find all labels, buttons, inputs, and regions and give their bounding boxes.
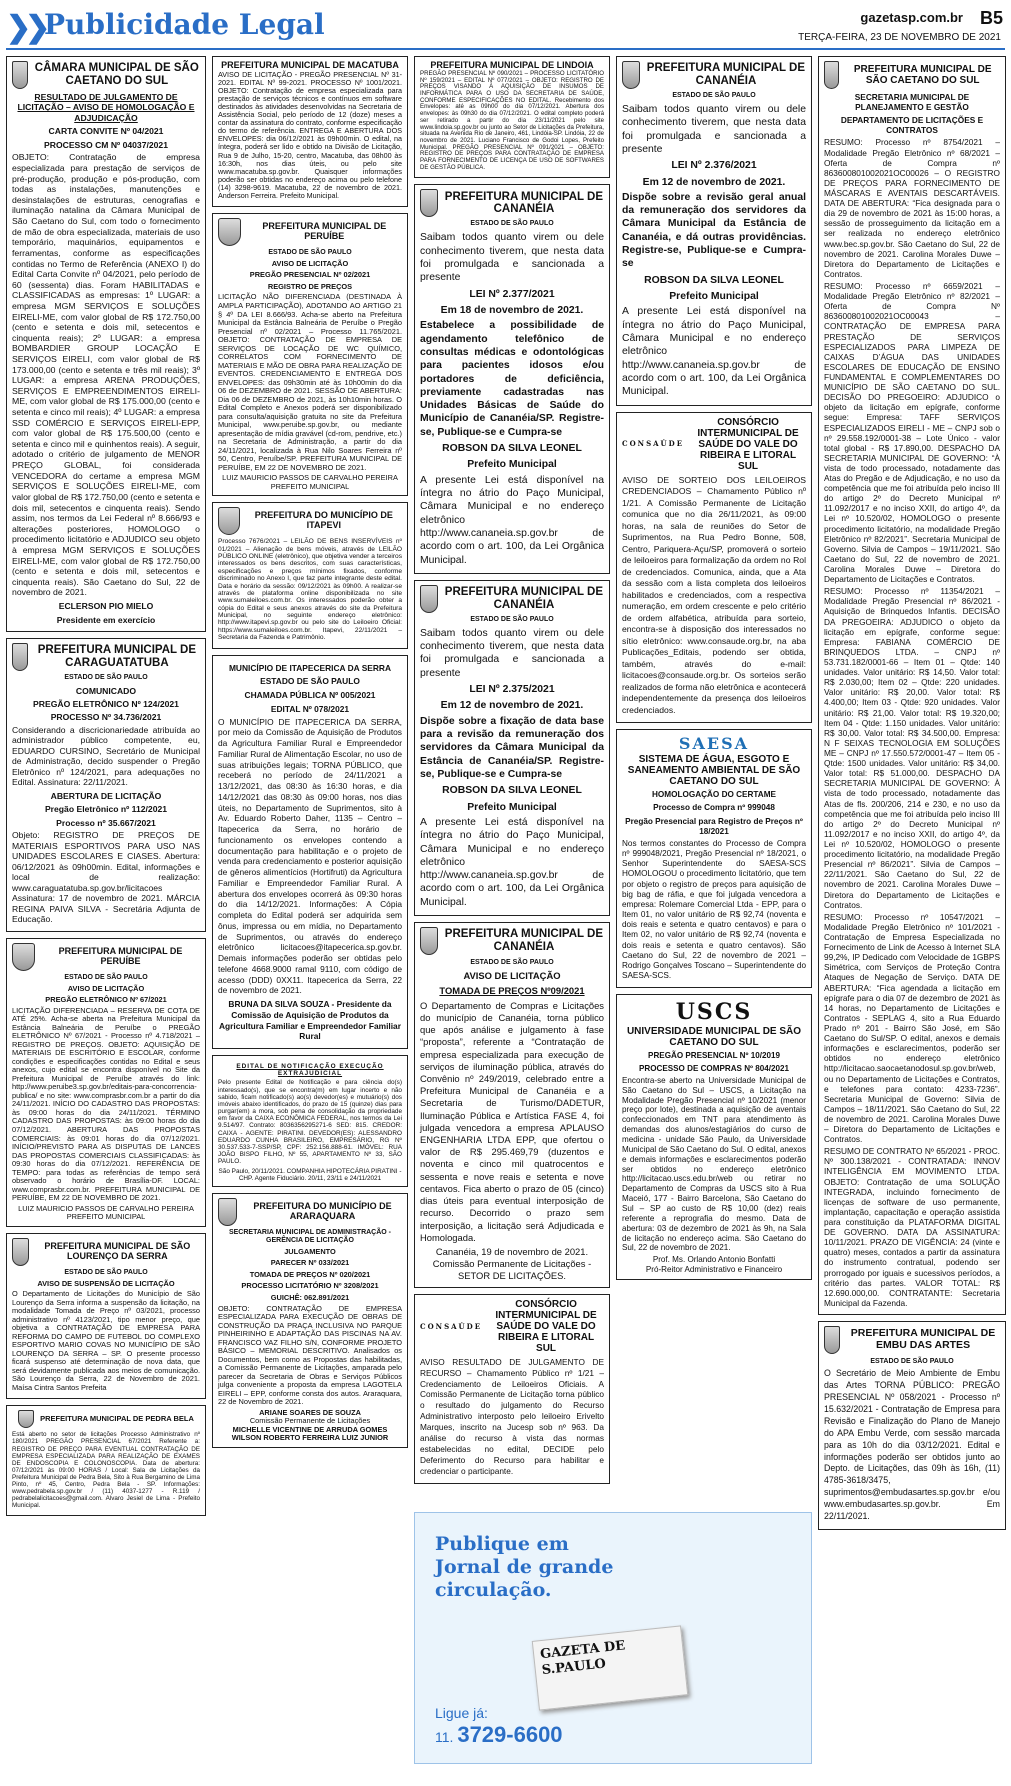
org-state: ESTADO DE SÃO PAULO: [470, 220, 554, 228]
notice-ref: CHAMADA PÚBLICA Nº 005/2021: [244, 690, 376, 701]
notice-body: A presente Lei está disponível na íntegra no átrio do Paço Municipal, Câmara Municipal e no endereço eletrônico http://www.cananeia.sp.gov.br de acordo com o art. 100, da Lei Orgânica Municipal.: [420, 816, 604, 908]
notice-ref: LEI Nº 2.376/2021: [671, 160, 757, 172]
notice-body: Pelo presente Edital de Notificação e para ciência do(s) interessado(s), que se encontra(m) em lugar incerto e não sabido, ficam notificado(s) ao(s) devedor(es) e mutuário(s) dos imóveis abaixo identificados, do prazo de 15 (quinze) dias para purgar(em) a mora, sob pena de consolidação da propriedade em favor da CAIXA ECONÔMICA FEDERAL, nos termos da Lei 9.514/97. Contrato: 8036356295271-6 SED: 815. CREDOR: CAIXA - AGENTE: PIRATINI. DEVEDOR(ES): ALESSANDRO EDUARDO CUNHA BRASILEIRO, EMPRESÁRIO, RG Nº 30.537.533-7-SSP/SP, CPF: 252.156.888-61. IMÓVEL: RUA JOÃO BISPO FILHO, Nº 55, APARTAMENTO Nº 33, SÃO PAULO.: [218, 1079, 402, 1166]
org-name: PREFEITURA MUNICIPAL DE SÃO LOURENÇO DA SERRA: [44, 1240, 191, 1261]
chevron-right-icon: ❯❯: [6, 11, 45, 44]
notice-embu-das-artes: [818, 1321, 1006, 1530]
signer-name: LUIZ MAURICIO PASSOS DE CARVALHO PEREIRA: [222, 473, 398, 483]
page-header: [0, 0, 1011, 52]
notice-macatuba: [212, 56, 408, 207]
notice-ref: LEI Nº 2.375/2021: [469, 684, 555, 696]
notice-body: O Secretário de Meio Ambiente de Embu das Artes TORNA PÚBLICO: PREGÃO PRESENCIAL Nº 058/2021 - Processo nº 15.632/2021 - Contratação de Empresa para Revisão e Finalização do Plano de Manejo do APA Embu Verde, com sessão marcada para as 10h do dia 03/12/2021. Edital e informações poderão ser obtidos junto ao Depto. de Licitações, das 09h às 16h, (11) 4785-3618/3475, suprimentos@embudasartes.sp.gov.br e/ou www.embudasartes.sp.gov.br. Em 22/11/2021.: [824, 1368, 1000, 1521]
notice-body: RESUMO: Processo nº 10547/2021 – Modalidade Pregão Eletrônico nº 101/2021 - Contratação de Empresa Especializada no Fornecimento de Link de Acesso à Internet SLA 99,2%, IP Dedicado com Velocidade de 1GBPS Simétrica, com Serviços de Proteção Contra Ataques de Negação de Serviço. DATA DE ABERTURA: “Fica agendada a licitação em epígrafe para o dia 07 de dezembro de 2021 às 14 horas, no Departamento de Licitações e Contratos - SEPLAG 4, sito a Rua Eduardo Prado nº 201 - Bairro São José, em São Caetano do Sul/SP. O edital, anexos e demais informações e esclarecimentos, poderão ser obtidos no endereço eletrônico http://licitacao.saocaetanodosul.sp.gov.br/web, ou no Departamento de Licitações e Contratos, e telefones para contato: 4233-7236”. Secretaria Municipal de Governo: Silvia de Campos – 18/11/2021. São Caetano do Sul, 22 de novembro de 2021. Carolina Morales Duwe – Diretora do Departamento de Licitações e Contratos.: [824, 911, 1000, 1145]
org-name: PREFEITURA MUNICIPAL DE PERUÍBE: [58, 945, 183, 966]
notice-title: ABERTURA DE LICITAÇÃO: [50, 790, 162, 801]
coat-of-arms-icon: [18, 1410, 34, 1428]
notice-ref: EDITAL Nº 078/2021: [270, 703, 350, 714]
signer-name: WILSON ROBERTO FERREIRA LUIZ JUNIOR: [231, 1433, 389, 1443]
signer-role: Prefeito Municipal: [467, 801, 557, 813]
notice-ref: PREGÃO ELETRÔNICO Nº 124/2021: [33, 699, 179, 709]
org-name: MUNICÍPIO DE ITAPECERICA DA SERRA: [228, 662, 392, 673]
org-name: CÂMARA MUNICIPAL DE SÃO CAETANO DO SUL: [34, 62, 199, 87]
notice-body: RESUMO: Processo nº 8754/2021 – Modalidade Pregão Eletrônico nº 68/2021 – Oferta de Compra nº 863600801002021OC00026 – O REGISTRO DE PREÇOS PARA FORNECIMENTO DE MÁSCARAS E AVENTAIS DESCARTÁVEIS. DATA DE ABERTURA: “Fica designada para o dia 29 de novembro de 2021 às 15:00 horas, a sessão de prosseguimento da licitação em a ser realizada no endereço eletrônico www.bec.sp.gov.br. São Caetano do Sul, 22 de novembro de 2021. Carolina Morales Duwe – Diretora do Departamento de Licitações e Contratos.: [824, 137, 1000, 279]
notice-body: AVISO RESULTADO DE JULGAMENTO DE RECURSO – Chamamento Público nº 1/21 – Credenciamento de Leiloeiros Oficiais. A Comissão Permanente de Licitação torna público o resultado do julgamento do Recurso Administrativo interposto pelo leiloeiro Erivelto Marques, inscrito na Jucesp sob nº 963. Da análise do recurso à vista das normas estabelecidas no edital, DECIDE pelo Deferimento do Recurso para habilitar e credenciar o participante.: [420, 1356, 604, 1477]
org-name: PREFEITURA MUNICIPAL DE MACATUBA: [221, 60, 399, 70]
ad-line: Jornal de grande: [435, 1555, 614, 1578]
edition-date: TERÇA-FEIRA, 23 DE NOVEMBRO DE 2021: [798, 32, 1001, 43]
notice-ref: PREGÃO PRESENCIAL Nº 02/2021: [249, 270, 371, 280]
org-name: CONSÓRCIO INTERMUNICIPAL DE SAÚDE DO VALE DO RIBEIRA E LITORAL SUL: [697, 416, 799, 472]
org-state: ESTADO DE SÃO PAULO: [268, 248, 352, 256]
org-state: ESTADO DE SÃO PAULO: [64, 673, 148, 681]
notice-body: Objeto: REGISTRO DE PREÇOS DE MATERIAIS ESPORTIVOS PARA USO NAS UNIDADES ESCOLARES E CIASES. Abertura: 06/12/2021 às 09h00min. Edital, informações e local de realização: www.caraguatatuba.sp.gov.br/licitacoes Assinatura: 17 de novembro de 2021. MÁRCIA REGINA PAIVA SILVA - Secretária Adjunta de Educação.: [12, 830, 200, 925]
column-2: [212, 56, 408, 1778]
notice-lindoia: [414, 56, 610, 178]
notice-araraquara: [212, 1193, 408, 1448]
ad-headline: [435, 1533, 613, 1601]
notice-consorcio-sorteio: [616, 412, 812, 724]
notice-title: RESULTADO DE JULGAMENTO DE LICITAÇÃO – AVISO DE HOMOLOGAÇÃO E ADJUDICAÇÃO: [17, 92, 195, 123]
org-dept: SECRETARIA MUNICIPAL DE PLANEJAMENTO E GESTÃO: [854, 92, 970, 113]
saesa-logo: SAESA: [678, 734, 750, 754]
notice-title: AVISO DE SUSPENSÃO DE LICITAÇÃO: [37, 1278, 175, 1288]
ad-line: circulação.: [435, 1578, 552, 1601]
org-state: ESTADO DE SÃO PAULO: [470, 615, 554, 623]
signer-name: LUIZ MAURICIO PASSOS DE CARVALHO PEREIRA: [18, 1203, 194, 1213]
column-1: [6, 56, 206, 1778]
uscs-logo: USCS: [675, 999, 753, 1026]
notice-signature: São Paulo, 20/11/2021. COMPANHIA HIPOTECÁRIA PIRATINI - CHP. Agente Fiduciário. 20/11, 23/11 e 24/11/2021: [218, 1167, 402, 1182]
notice-body: RESUMO: Processo nº 6659/2021 – Modalidade Pregão Eletrônico nº 82/2021 – Oferta de Compra Nº 863600801002021OC00043 – CONTRATAÇÃO DE EMPRESA PARA PRESTAÇÃO DE SERVIÇOS ESPECIALIZADOS PARA LIMPEZA DE CAIXAS D’ÁGUA DAS UNIDADES ESCOLARES DE EDUCAÇÃO DE ENSINO FUNDAMENTAL E COMPLEMENTARES DO MUNICÍPIO DE SÃO CAETANO DO SUL. DECISÃO DO PREGOEIRO: ADJUDICO o objeto da licitação em epígrafe, conforme segue: Empresa: TAFF SERVIÇOS ESPECIALIZADOS EIRELI - ME – CNPJ sob o nº 29.558.192/0001-38 – Lote Único - valor total global - R$ 17.890,00. DESPACHO DA SECRETARIA MUNICIPAL DE GOVERNO: “À vista de todo processado, notadamente das Atas do Pregão e de Adjudicação, e no uso da competência que me foi atribuída pelo inciso III do artigo 2º do Decreto Municipal nº 11.092/2017 e no inciso XXII, do artigo 4º, da Lei nº 10.520/02, HOMOLOGO o presente procedimento licitatório, na modalidade Pregão Eletrônico nº 82/2021”. Secretaria Municipal de Governo. Silvia de Campos – 19/11/2021. São Caetano do Sul, 22 de novembro de 2021. Carolina Morales Duwe – Diretora do Departamento de Licitações e Contratos.: [824, 280, 1000, 585]
advertisement-gazeta[interactable]: [414, 1512, 812, 1764]
column-5: [818, 56, 1006, 1778]
notice-ref: PREGÃO PRESENCIAL Nº 10/2019: [648, 1051, 780, 1061]
notice-body: LICITAÇÃO NÃO DIFERENCIADA (DESTINADA À AMPLA PARTICIPAÇÃO), ADOTANDO AO ARTIGO 21 § 4º DA LEI 8.666/93. Acha-se aberto na Prefeitura Municipal da Estância Balneária de Peruíbe o Pregão Presencial nº 02/2021 – Processo 11.765/2021. OBJETO: CONTRATAÇÃO DE EMPRESA DE SERVIÇOS DE LOCAÇÃO DE WC QUÍMICO, CORRELATOS COM FORNECIMENTO DE MATERIAIS E MÃO DE OBRA PARA REALIZAÇÃO DE EVENTOS. CREDENCIAMENTO E ENTREGA DOS ENVELOPES: das 09h30min até às 10h00min do dia 06 de DEZEMBRO de 2021. SESSÃO DE ABERTURA: Dia 06 de DEZEMBRO de 2021, às 10h10min horas. O Edital Completo e Anexos poderá ser disponibilizado para consulta/aquisição gratuita no site da Prefeitura Municipal, www.peruibe.sp.gov.br, ou mediante apresentação de mídia gravável (cd-rom, pendrive, etc.) na Secretaria de Administração, a partir do dia 24/11/2021, localizada à Rua Nilo Soares Ferreira nº 50, Centro, Peruíbe/SP. PREFEITURA MUNICIPAL DE PERUÍBE, EM 22 DE NOVEMBRO DE 2021.: [218, 292, 402, 472]
notice-pedra-bela: [6, 1405, 206, 1516]
notice-ref: GUICHÊ: 062.891/2021: [270, 1293, 350, 1302]
signer-role: Pró-Reitor Administrativo e Financeiro: [645, 1265, 783, 1275]
notice-ref: PROCESSO Nº 34.736/2021: [50, 712, 162, 723]
notice-body: O Departamento de Compras e Licitações do município de Cananéia, torna público que após análise e julgamento à fase “proposta”, referente a “Contratação de empresa especializada para execução de serviços de iluminação pública, através do Convênio nº 249/2019, celebrado entre a Prefeitura Municipal de Cananéia e a Secretaria de Turismo/DADETUR, Iluminação Pública e Artística FASE 4, foi julgada vencedora a empresa APLAUSO ENGENHARIA LTDA EPP, que ofertou o valor de R$ 295.469,79 (duzentos e noventa e cinco mil quatrocentos e sessenta e nove reais e setenta e nove centavos. Fica aberto o prazo de 05 (cinco) dias úteis para eventual interposição de recurso. Decorrido o prazo sem interposição, a licitação será Adjudicada e Homologada.: [420, 999, 604, 1243]
coat-of-arms-icon: [420, 585, 438, 613]
signer-name: MICHELLE VICENTINE DE ARRUDA GOMES: [232, 1424, 388, 1434]
org-name: PREFEITURA MUNICIPAL DE PEDRA BELA: [40, 1414, 194, 1424]
notice-date: Em 12 de novembro de 2021.: [642, 176, 786, 188]
notice-title: AVISO DE LICITAÇÃO: [271, 258, 349, 268]
signer-role: Comissão Permanente de Licitações: [249, 1416, 371, 1426]
coat-of-arms-icon: [12, 943, 35, 971]
org-name: CONSÓRCIO INTERMUNICIPAL DE SAÚDE DO VALE DO RIBEIRA E LITORAL SUL: [495, 1298, 597, 1354]
coat-of-arms-icon: [218, 218, 241, 246]
notice-cananeia-tomada-precos: [414, 922, 610, 1288]
notice-body: A presente Lei está disponível na íntegra no átrio do Paço Municipal, Câmara Municipal e no endereço eletrônico http://www.cananeia.sp.gov.br de acordo com o art. 100, da Lei Orgânica Municipal.: [622, 306, 806, 398]
notice-body: Estabelece a possibilidade de agendamento telefônico de consultas médicas e odontológicas para pacientes idosos e/ou portadores de deficiência, previamente cadastradas nas Unidades Básicas de Saúde do Município de Cananéia/SP. Registre-se, Publique-se e Cumpra-se: [420, 320, 604, 438]
notice-caraguatatuba: [6, 638, 206, 932]
notice-body: AVISO DE LICITAÇÃO - PREGÃO PRESENCIAL Nº 31-2021. EDITAL Nº 99-2021. PROCESSO Nº 1001/2021. OBJETO: Contratação de empresa especializada para prestação de serviços técnicos e contínuos em software destinados às atividades desenvolvidas na Secretaria de Assistência Social, pelo período de 12 (doze) meses a contar da assinatura do contrato, conforme especificação do termo de referência. ENTREGA E ABERTURA DOS ENVELOPES: dia 06/12/2021 às 09h00min. O edital, na íntegra, poderá ser lido e obtido na Divisão de Licitação, Rua 9 de Julho, 15-20, centro, Macatuba, das 08h00 às 16:30h, nos dias úteis, ou pelo site www.macatuba.sp.gov.br. Quaisquer informações poderão ser obtidas no endereço acima ou pelo telefone (14) 3298-9619. Macatuba, 22 de novembro de 2021. Anderson Ferreira. Prefeito Municipal.: [218, 69, 402, 200]
notice-body: Saibam todos quanto virem ou dele conhecimento tiverem, que nesta data foi promulgada e sancionada a presente: [420, 232, 604, 284]
notice-cananeia-lei-2376: [616, 56, 812, 406]
header-divider: [6, 48, 1005, 50]
signer-role: Prefeito Municipal: [669, 291, 759, 303]
notice-body: LICITAÇÃO DIFERENCIADA – RESERVA DE COTA DE ATÉ 25%. Acha-se aberta na Prefeitura Municipal da Estância Balneária de Peruíbe o PREGÃO ELETRÔNICO Nº 67/2021 - Processo nº 4.718/2021 – REGISTRO DE PREÇOS. OBJETO: AQUISIÇÃO DE MATERIAIS DE ESCRITÓRIO E ESCOLAR, conforme condições e especificações contidas no Edital e seus anexos, cujo edital se encontra disponível no Site da Prefeitura Municipal de Peruíbe através do link: http://www.peruibe3.sp.gov.br/editais-para-concorrencia-publica/ e no site: www.comprasbr.com.br a partir do dia 24/11/2021. INÍCIO DO CADASTRO DAS PROPOSTAS: às 09:00 horas do dia 24/11/2021. TÉRMINO CADASTRO DAS PROPOSTAS: às 09:00 horas do dia 07/12/2021. ABERTURA DAS PROPOSTAS COMERCIAIS: às 09:01 horas do dia 07/12/2021. INÍCIO/PREVISTO PARA AS DISPUTAS DE LANCES DAS PROPOSTAS COMERCIAIS CLASSIFICADAS: às 09:30 horas do dia 07/12/2021. REFERÊNCIA DE TEMPO: para todas as referências de tempo será observado o horário de Brasília-DF. LOCAL: www.comprasbr.com.br. PREFEITURA MUNICIPAL DE PERUÍBE, EM 22 DE NOVEMBRO DE 2021.: [12, 1005, 200, 1203]
notice-ref: PROCESSO LICITATÓRIO Nº 3208/2021: [241, 1281, 379, 1291]
ad-line: Publique em: [435, 1533, 569, 1555]
notice-body: Encontra-se aberto na Universidade Municipal de São Caetano do Sul – USCS, a Licitação na Modalidade Pregão Presencial nº 10/2021 (menor preço por lote), destinada a aquisição de aventais confeccionados em TNT para atendimento às demandas dos alunos/estagiários do curso de medicina - unidade São Paulo, da Universidade Municipal de São Caetano do Sul. O edital, anexos e demais informações e esclarecimentos poderão ser obtidos no endereço eletrônico http://licitacao.uscs.edu.br/web ou retirar no Departamento de Compras da USCS sito à Rua Maceió, 177 - Bairro Barcelona, São Caetano do Sul – SP ao custo de R$ 10,00 (dez) reais referente a reprografia do mesmo. Data de abertura: 03 de dezembro de 2021 às 9h, na Sala de licitação no endereço acima. São Caetano do Sul, 22 de novembro de 2021.: [622, 1075, 806, 1253]
notice-body: Está aberto no setor de licitações Processo Administrativo nº 180/2021 PREGÃO PRESENCIAL 67/2021 Referente a: REGISTRO DE PREÇO PARA EVENTUAL CONTRATAÇÃO DE EMPRESA ESPECIALIZADA PARA REALIZAÇÃO DE EXAMES DE ENDOSCOPIA E COLONOSCOPIA. Data de abertura: 07/12/2021 às 09:00 HORAS / Local: Sala de Licitações da Prefeitura Municipal de Pedra Bela, Sito à Rua Bergamino de Lima Pinto, nº 45, Centro, Pedra Bela - SP. Informações: www.pedrabela.sp.gov.br / (11) 4037-1277 - R.119 / pedrabelalicitacoes@gmail.com. Alvaro Jesiel de Lima - Prefeito Municipal.: [12, 1431, 200, 1509]
org-name: PREFEITURA MUNICIPAL DE LINDOIA: [430, 60, 594, 70]
section-title: Publicidade Legal: [44, 8, 325, 41]
notice-edital-notificacao: [212, 1055, 408, 1187]
notice-ref: Processo nº 35.667/2021: [56, 817, 156, 828]
coat-of-arms-icon: [824, 1326, 840, 1354]
coat-of-arms-icon: [420, 927, 438, 955]
notice-ref: TOMADA DE PREÇOS Nº 020/2021: [249, 1269, 371, 1279]
notice-ref: PARECER Nº 033/2021: [270, 1258, 350, 1268]
notice-ref: PROCESSO CM Nº 04037/2021: [44, 139, 168, 150]
notice-body: Dispõe sobre a revisão geral anual da remuneração dos servidores da Câmara Municipal da Estância de Cananéia, e dá outras providências. Registre-se, Publique-se e Cumpra-se: [622, 191, 806, 270]
org-name: PREFEITURA MUNICIPAL DE CARAGUATATUBA: [37, 644, 197, 669]
org-state: ESTADO DE SÃO PAULO: [64, 973, 148, 981]
notice-consorcio-recurso: [414, 1294, 610, 1484]
notice-body: Saibam todos quanto virem ou dele conhecimento tiverem, que nesta data foi promulgada e sancionada a presente: [420, 627, 604, 679]
org-state: ESTADO DE SÃO PAULO: [260, 676, 360, 687]
org-name: PREFEITURA DO MUNICÍPIO DE ITAPEVI: [254, 510, 393, 531]
notice-title: EDITAL DE NOTIFICAÇÃO EXECUÇÃO EXTRAJUDICIAL: [236, 1063, 384, 1078]
coat-of-arms-icon: [420, 189, 438, 217]
notice-body: A presente Lei está disponível na íntegra no átrio do Paço Municipal, Câmara Municipal e no endereço eletrônico http://www.cananeia.sp.gov.br de acordo com o art. 100, da Lei Orgânica Municipal.: [420, 474, 604, 566]
signer-name: ROBSON DA SILVA LEONEL: [442, 785, 582, 797]
coat-of-arms-icon: [12, 643, 28, 671]
coat-of-arms-icon: [622, 61, 640, 89]
notice-saesa: [616, 729, 812, 988]
page-number: B5: [979, 8, 1003, 28]
signer-name: ECLERSON PIO MIELO: [58, 601, 154, 612]
signer-name: ROBSON DA SILVA LEONEL: [442, 443, 582, 455]
notice-uscs: [616, 994, 812, 1280]
notice-date: Cananéia, 19 de novembro de 2021.: [435, 1246, 589, 1257]
newspaper-masthead: GAZETA DE S.PAULO: [539, 1638, 626, 1678]
org-state: ESTADO DE SÃO PAULO: [672, 92, 756, 99]
ad-phone-ddd: 11.: [435, 1729, 454, 1746]
notice-peruibe-pregao-presencial: [212, 213, 408, 496]
coat-of-arms-icon: [218, 1198, 237, 1226]
signer-name: BRUNA DA SILVA SOUZA - Presidente da Comissão de Aquisição de Produtos da Agricultura Familiar e Empreendedor Familiar Rural: [219, 999, 401, 1042]
notice-date: Em 12 de novembro de 2021.: [440, 700, 584, 712]
coat-of-arms-icon: [218, 507, 240, 535]
consaude-logo: CONSAÚDE: [420, 1321, 483, 1331]
org-name: PREFEITURA DO MUNICÍPIO DE ARARAQUARA: [253, 1200, 392, 1221]
notice-ref: Pregão Eletrônico nº 112/2021: [44, 804, 168, 815]
notice-body: O Departamento de Licitações do Município de São Lourenço da Serra informa a suspensão da licitação, na modalidade Tomada de Preço nº 03/2021, processo administrativo nº 4123/2021, tipo menor preço, que objetiva a CONTRATAÇÃO DE EMPRESA PARA REFORMA DO CAMPO DE FUTEBOL DO COMPLEXO ESPORTIVO MARIO COVAS NO MUNICÍPIO DE SÃO LOURENÇO DA SERRA – SP. O presente processo ficará suspenso até determinação de nova data, que será devidamente publicada aos meios de comunicação. São Lourenço da Serra, 22 de Novembro de 2021. Maísa Cintra Santos Prefeita: [12, 1289, 200, 1392]
notice-ref: PREGÃO ELETRÔNICO Nº 67/2021: [45, 995, 167, 1005]
org-name: PREFEITURA MUNICIPAL DE CANANÉIA: [646, 62, 806, 87]
notice-peruibe-pregao-eletronico: [6, 938, 206, 1227]
org-name: PREFEITURA MUNICIPAL DE CANANÉIA: [444, 586, 604, 611]
ad-call-label: Ligue já:: [435, 1705, 488, 1722]
newspaper-icon: [532, 1625, 688, 1710]
notice-sao-caetano-planejamento: [818, 56, 1006, 1315]
org-name: PREFEITURA MUNICIPAL DE SÃO CAETANO DO SUL: [853, 64, 992, 86]
notice-signature: Comissão Permanente de Licitações - SETOR DE LICITAÇÕES.: [432, 1258, 592, 1282]
signer-role: Prefeito Municipal: [467, 459, 557, 471]
notice-sao-lourenco: [6, 1233, 206, 1400]
notice-itapecerica: [212, 655, 408, 1050]
notice-body: RESUMO: Processo nº 11354/2021 – Modalidade Pregão Presencial nº 86/2021 - Aquisição de Brinquedos Infantis. DECISÃO DA PREGOEIRA: ADJUDICO o objeto da licitação em epígrafe, conforme segue: Empresa: FABIANA COMÉRCIO DE BRINQUEDOS LTDA. – CNPJ nº 53.731.182/0001-66 – Item 01 – Qtde: 140 unidades. Valor unitário: R$ 14,50. Valor total: R$ 2.030,00; Item 02 – Qtde: 220 unidades. Valor unitário: R$ 20,00. Valor total: R$ 4.400,00; Item 03 - Qtde: 920 unidades. Valor unitário: R$ 21,00. Valor total: R$ 19.320,00; Item 04 - Qtde: 1.150 unidades. Valor unitário: R$ 30,00. Valor total: R$ 34.500,00. Empresa: N F SEIXAS TECNOLOGIA EM SOLUÇÕES ME – CNPJ nº 17.550.572/0001-47 – Item 05 - Qtde: 1500 unidades. Valor unitário: R$ 34,00. Valor total: R$ 51.000,00. DESPACHO DA SECRETARIA MUNICIPAL DE GOVERNO: À vista de todo processado, notadamente das Atas de fls. 200/206, 214 e 230, e no uso da competência que me foi atribuída pelo inciso III do artigo 2º do Decreto Municipal nº 11.092/2017 e no inciso XXII, do artigo 4º, da Lei nº 10.520/02, HOMOLOGO o presente procedimento licitatório, na modalidade Pregão Presencial nº 86/2021”. Silvia de Campos – 22/11/2021. São Caetano do Sul, 22 de novembro de 2021. Carolina Morales Duwe – Diretora do Departamento de Licitações e Contratos.: [824, 586, 1000, 910]
signer-role: PREFEITO MUNICIPAL: [66, 1212, 146, 1222]
notice-title: AVISO DE LICITAÇÃO: [463, 970, 561, 982]
notice-cananeia-lei-2377: [414, 184, 610, 573]
notice-body: OBJETO: Contratação de empresa especializada para prestação de serviços de pré-produção, produção e pós-produção, com todas as instalações, manutenções e desinstalações de estruturas, cenografias e iluminação natalina da Câmara Municipal de São Caetano do Sul, com todo o fornecimento de mão de obra especializada, materiais de uso temporário, maquinários, equipamentos e ferramentas, conforme as especificações contidas no Termo de Referência (ANEXO I) do Edital Carta Convite nº 04/2021, pelo período de 60 (sessenta) dias. Foram HABILITADAS e CLASSIFICADAS as empresas: 1º LUGAR: a empresa MGM SERVIÇOS E SOLUÇÕES EIRELI-ME, com valor global de R$ 172.750,00 (cento e setenta e dois mil, setecentos e cinquenta reais); 2º LUGAR: a empresa BOMBARDIER GROUP LOCAÇÃO E SERVIÇOS EIRELI, com valor global de R$ 173.000,00 (cento e setenta e três mil reais); 3º LUGAR: a empresa ARENA PRODUÇÕES, SERVIÇOS E EMPREENDIMENTOS EIRELI-ME, com valor global de R$ 175.000,00 (cento e setenta e cinco mil reais); 4º LUGAR: a empresa SSD COMÉRCIO E SERVIÇOS EIRELI-EPP, com valor global de R$ 175.500,00 (cento e setenta e cinco mil e quinhentos reais). A seguir, adotado o critério de julgamento de MENOR PREÇO GLOBAL, foi considerada VENCEDORA do certame a empresa MGM SERVIÇOS E SOLUÇÕES EIRELI-ME, com valor global de R$ 172.750,00 (cento e setenta e dois mil, setecentos e cinquenta reais). Sendo assim, nos termos da Lei Federal nº 8.666/93 e alterações posteriores, HOMOLOGO o procedimento licitatório e ADJUDICO seu objeto à empresa MGM SERVIÇOS E SOLUÇÕES EIRELI-ME, com valor global de R$ 172.750,00 (cento e setenta e dois mil, setecentos e cinquenta reais). São Caetano do Sul, 22 de novembro de 2021.: [12, 152, 200, 598]
org-state: ESTADO DE SÃO PAULO: [64, 1268, 148, 1276]
notice-itapevi: [212, 502, 408, 648]
notice-ref: Processo de Compra nº 999048: [653, 803, 775, 813]
notice-title: HOMOLOGAÇÃO DO CERTAME: [651, 790, 777, 800]
notice-cananeia-lei-2375: [414, 580, 610, 916]
org-state: ESTADO DE SÃO PAULO: [470, 959, 554, 967]
org-dept: SECRETARIA MUNICIPAL DE ADMINISTRAÇÃO - GERÊNCIA DE LICITAÇÃO: [228, 1228, 392, 1244]
org-name: PREFEITURA MUNICIPAL DE EMBU DAS ARTES: [850, 1327, 996, 1352]
notice-ref: REGISTRO DE PREÇOS: [267, 281, 353, 291]
org-name: SISTEMA DE ÁGUA, ESGOTO E SANEAMENTO AMBIENTAL DE SÃO CAETANO DO SUL: [627, 754, 801, 788]
coat-of-arms-icon: [12, 1238, 29, 1266]
notice-body: AVISO DE SORTEIO DOS LEILOEIROS CREDENCIADOS – Chamamento Público nº 1/21. A Comissão Permanente de Licitação comunica que no dia 26/11/2021, às 09:00 horas, na sala de reuniões do Setor de Suprimentos, na Rua Pedro Bonne, 508, Centro, Pariquera-Açu/SP, promoverá o sorteio de leiloeiros para formalização da ordem no Rol de credenciados. Comunica, ainda, que a Ata da sessão com a lista completa dos leiloeiros habilitados e credenciados, com a respectiva numeração, em ordem crescente e pelo critério de ordem alfabética, atribuída para sorteio, encontra-se à disposição dos interessados no sítio eletrônico: www.consaude.org.br, na aba Publicações_Editais, podendo ser obtida, também, através do e-mail: licitacoes@consaude.org.br. Os sorteios serão realizados de forma não eletrônica e acontecerá independentemente da presença dos leiloeiros credenciados.: [622, 474, 806, 715]
consaude-logo: CONSAÚDE: [622, 439, 685, 449]
notice-body: RESUMO DE CONTRATO Nº 65/2021 - PROC. Nº 300.138/2021 - CONTRATADA: INNOV INTELIGÊNCIA EM MOVIMENTO LTDA. OBJETO: Contratação de uma SOLUÇÃO INTEGRADA, incluindo fornecimento de licenças de software de uso permanente, implantação, capacitação e operação assistida para constituição da PLATAFORMA DIGITAL DE GOVERNO. DATA DA ASSINATURA: 10/11/2021. PRAZO DE VIGÊNCIA: 24 (vinte e quatro) meses, contados a partir da assinatura do instrumento contratual, podendo ser prorrogado por iguais e sucessivos períodos, a critério das partes. VALOR TOTAL: R$ 12.690.000,00. CONTRATANTE: Secretaria Municipal da Fazenda.: [824, 1146, 1000, 1308]
signer-role: Presidente em exercício: [56, 614, 156, 625]
notice-body: PREGÃO PRESENCIAL Nº 090/2021 – PROCESSO LICITATÓRIO Nº 159/2021 – EDITAL Nº 077/2021 – OBJETO: REGISTRO DE PREÇOS VISANDO À AQUISIÇÃO DE INSUMOS DE INFORMÁTICA PARA O USO DA SECRETARIA DE SAÚDE, CONFORME ESPECIFICAÇÕES NO EDITAL. Recebimento dos Envelopes: até as 09h00 do dia 07/12/2021. Abertura dos envelopes: às 09h30 do dia 07/12/2021. O edital completo poderá ser retirado a partir do dia 23/11/2021 pelo site www.lindoia.sp.gov.br ou junto ao Setor de Licitações da Prefeitura, situada na Avenida Rio de Janeiro, 461, Lindóia-SP. Lindóia, 22 de novembro de 2021. Luciano Francisco de Godoi Lopes, Prefeito Municipal. PREGÃO PRESENCIAL Nº 091/2021 – OBJETO: REGISTRO DE PREÇOS PARA CONTRATAÇÃO DE EMPRESA PARA FORNECIMENTO DE LICENÇA DE USO DE SOFTWARES DE GESTÃO PÚBLICA.: [420, 69, 604, 171]
notice-title: COMUNICADO: [75, 685, 137, 696]
notice-date: Em 18 de novembro de 2021.: [440, 304, 584, 316]
notice-ref: CARTA CONVITE Nº 04/2021: [48, 126, 164, 137]
notice-body: Saibam todos quanto virem ou dele conhecimento tiverem, que nesta data foi promulgada e sancionada a presente: [622, 103, 806, 155]
signer-name: Prof. Ms. Orlando Antonio Bonfatti: [652, 1255, 776, 1265]
org-dept: DEPARTAMENTO DE LICITAÇÕES E CONTRATOS: [840, 115, 984, 136]
notice-ref: PROCESSO DE COMPRAS Nº 804/2021: [638, 1063, 790, 1073]
signer-name: ROBSON DA SILVA LEONEL: [644, 274, 784, 286]
notice-body: OBJETO: CONTRATAÇÃO DE EMPRESA ESPECIALIZADA PARA EXECUÇÃO DE OBRAS DE CONSTRUÇÃO DA PRAÇA INCLUSIVA NO PARQUE PINHEIRINHO E ADAPTAÇÃO DAS PISCINAS NA AV. FRANCISCO VAZ FILHO S/N, CONFORME PROJETO BÁSICO – MEMORIAL DESCRITIVO. Analisados os Documentos, bem como as Propostas das habilitadas, a Comissão Permanente de Licitações, amparada pelo parecer da Secretaria de Obras e Serviços Públicos julga conveniente a proposta da empresa LAGOTELA EIRELI – EPP, conforme consta dos autos. Araraquara, 22 de Novembro de 2021.: [218, 1303, 402, 1407]
org-name: PREFEITURA MUNICIPAL DE PERUÍBE: [262, 221, 387, 241]
coat-of-arms-icon: [12, 61, 28, 89]
ad-call: [435, 1705, 563, 1749]
notice-title: AVISO DE LICITAÇÃO: [67, 983, 145, 993]
notice-body: Processo 7676/2021 – LEILÃO DE BENS INSERVÍVEIS nº 01/2021 – Alienação de bens móveis, através de LEILÃO PÚBLICO ONLINE (eletrônico), que objetiva vender a terceiros interessados os bens descritos, com suas características, especificações e preços mínimos fixados, conforme discriminado no Anexo I, que faz parte integrante deste edital. Data e horário da sessão: 09/12/2021 às 09h00. A realizar-se através de plataforma online disponibilizada no site www.sumaleiloes.com.br. Os interessados poderão obter a cópia do Edital e seus anexos através do site da Prefeitura Municipal, no seguinte endereço eletrônico: http://www.itapevi.sp.gov.br ou pelo site do Leiloeiro Oficial: https://www.sumaleiloes.com.br. Itapevi, 22/11/2021 – Secretaria da Fazenda e Patrimônio.: [218, 538, 402, 642]
notice-body: Nos termos constantes do Processo de Compra nº 999048/2021, Pregão Presencial nº 18/2021, o Senhor Superintendente do SAESA-SCS HOMOLOGOU o procedimento licitatório, que tem por objeto o registro de preços para aquisição de big bag de ráfia, e que foi julgada vencedora a empresa: Rolemare Comercial Ltda - EPP, para o Item 01, no valor unitário de R$ 92,74 (noventa e dois reais e setenta e quatro centavos) e para o Item 02, no valor unitário de R$ 92,74 (noventa e dois reais e setenta e quatro centavos). São Caetano do Sul, 22 de novembro de 2021 – Rodrigo Gonçalves Toscano – Superintendente do SAESA-SCS.: [622, 838, 806, 981]
notice-ref: JULGAMENTO: [284, 1246, 336, 1256]
org-name: PREFEITURA MUNICIPAL DE CANANÉIA: [444, 190, 604, 216]
notice-body: O MUNICÍPIO DE ITAPECERICA DA SERRA, por meio da Comissão de Aquisição de Produtos da Agricultura Familiar Rural e Empreendedor Familiar Rural de Alimentação Escolar, no uso de suas atribuições legais; TORNA PÚBLICO, que receberá no período de 24/11/2021 a 13/12/2021, das 08:30 às 16:30 horas, e dia 14/12/2021 das 08:30 às 09:00 horas, nos dias úteis, no Departamento de Suprimentos, sito à Av. Eduardo Roberto Daher, 1135 – Centro – Itapecerica da Serra, no horário de funcionamento os envelopes contendo a documentação para habilitação e o projeto de venda para credenciamento e posterior aquisição de gêneros alimentícios (Hortifruti) da Agricultura Familiar e Empreendedor Familiar Rural. A abertura dos envelopes ocorrerá às 09:30 horas do dia 14/12/2021. Informações: A Cópia completa do Edital poderá ser adquirida sem ônus, impressa ou em mídia, no Departamento de Suprimentos, ou através do endereço eletrônico licitacoes@itapecerica.sp.gov.br. Demais informações poderão ser obtidas pelo telefone 4668.9000 ramal 9110, com código de acesso (DDD) 0XX11. Itapecerica da Serra, 22 de novembro de 2021.: [218, 716, 402, 996]
notice-body: Considerando a discricionariedade atribuída ao administrador público competente, eu, EDUARDO CURSINO, Secretário de Municipal de Administração, decido suspender o Pregão Eletrônico nº 124/2021, para adequações no Edital. Assinatura: 22/11/2021.: [12, 724, 200, 788]
org-name: UNIVERSIDADE MUNICIPAL DE SÃO CAETANO DO SUL: [626, 1026, 802, 1049]
notice-ref: Pregão Presencial para Registro de Preços nº 18/2021: [625, 816, 803, 836]
notice-body: Dispõe sobre a fixação de data base para a revisão da remuneração dos servidores da Câmara Municipal da Estância de Cananéia/SP. Registre-se, Publique-se e Cumpra-se: [420, 715, 604, 780]
signer-role: PREFEITO MUNICIPAL: [270, 481, 350, 491]
notice-ref: TOMADA DE PREÇOS Nº09/2021: [439, 985, 585, 997]
signer-name: ARIANE SOARES DE SOUZA: [259, 1407, 361, 1417]
org-name: PREFEITURA MUNICIPAL DE CANANÉIA: [444, 928, 604, 954]
ad-phone-number[interactable]: 3729-6600: [457, 1722, 563, 1748]
site-url[interactable]: gazetasp.com.br: [860, 10, 963, 25]
notice-ref: LEI Nº 2.377/2021: [469, 288, 555, 300]
org-state: ESTADO DE SÃO PAULO: [870, 1358, 954, 1366]
notice-camara-sao-caetano: [6, 56, 206, 632]
coat-of-arms-icon: [824, 61, 839, 89]
